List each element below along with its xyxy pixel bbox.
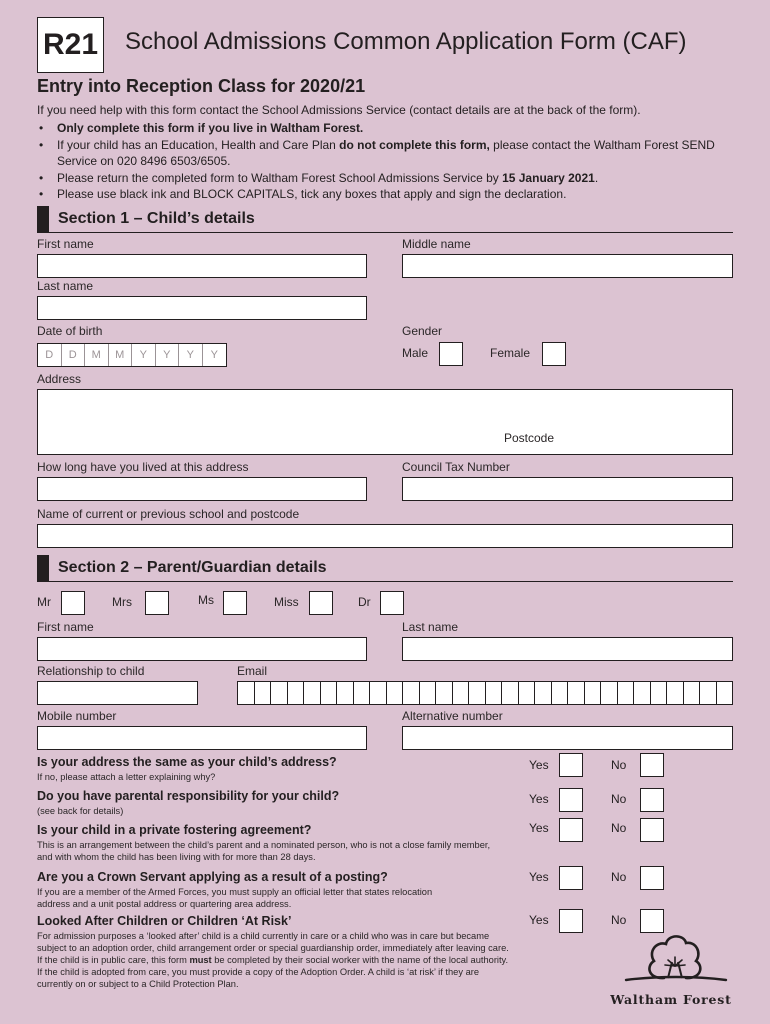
dob-cell[interactable]: Y — [179, 344, 203, 366]
form-subtitle: Entry into Reception Class for 2020/21 — [37, 76, 366, 96]
address-field[interactable] — [37, 389, 733, 455]
instruction-item: • If your child has an Education, Health and Care Plan do not complete this form, please contact the Waltham Forest SEND Service on 020 8496 6503/6505. — [37, 137, 737, 170]
no-label: No — [611, 758, 627, 772]
form-title: School Admissions Common Application Form (CAF) — [125, 28, 687, 55]
question-note: For admission purposes a ‘looked after’ child is a child currently in care or a child who was in care but became subject to an adoption order, child arrangement order or special guardianship order, immediately after leaving care. If the child is in public care, this form must be completed by their social worker with the name of the local authority. If the child is adopted from care, you must provide a copy of the Adoption Order. A child is ‘at risk’ if they are currently on or subject to a Child Protection Plan. — [37, 931, 509, 989]
how-long-label: How long have you lived at this address — [37, 460, 249, 474]
question-note: If you are a member of the Armed Forces, you must supply an official letter that states relocation address and a unit postal address or quartering area address. — [37, 887, 433, 909]
address-same-yes-checkbox[interactable] — [559, 753, 583, 777]
title-mr-checkbox[interactable] — [61, 591, 85, 615]
dob-cell[interactable]: D — [38, 344, 62, 366]
gender-label: Gender — [402, 324, 443, 338]
title-miss-label: Miss — [274, 595, 299, 609]
waltham-forest-logo — [606, 930, 736, 1007]
yes-label: Yes — [529, 913, 549, 927]
dob-cell[interactable]: Y — [210, 349, 218, 361]
mobile-field[interactable] — [37, 726, 367, 750]
male-label: Male — [402, 346, 429, 360]
tree-icon — [606, 930, 736, 985]
council-tax-field[interactable] — [402, 477, 733, 501]
instructions-list — [37, 120, 737, 203]
title-mrs-checkbox[interactable] — [145, 591, 169, 615]
dob-cell[interactable]: Y — [132, 344, 156, 366]
parental-responsibility-yes-checkbox[interactable] — [559, 788, 583, 812]
question-crown-servant: Are you a Crown Servant applying as a result of a posting? — [37, 870, 388, 884]
address-same-no-checkbox[interactable] — [640, 753, 664, 777]
yes-label: Yes — [529, 870, 549, 884]
relationship-field[interactable] — [37, 681, 198, 705]
crown-servant-no-checkbox[interactable] — [640, 866, 664, 890]
parent-last-name-field[interactable] — [402, 637, 733, 661]
title-ms-checkbox[interactable] — [223, 591, 247, 615]
council-tax-label: Council Tax Number — [402, 460, 510, 474]
postcode-label: Postcode — [504, 431, 555, 445]
school-label: Name of current or previous school and postcode — [37, 507, 300, 521]
question-note: If no, please attach a letter explaining why? — [37, 772, 216, 782]
crown-servant-yes-checkbox[interactable] — [559, 866, 583, 890]
title-mrs-label: Mrs — [112, 595, 132, 609]
logo-text: Waltham Forest — [610, 992, 732, 1007]
question-note: (see back for details) — [37, 806, 124, 816]
dob-label: Date of birth — [37, 324, 103, 338]
dob-field[interactable] — [37, 343, 227, 367]
mobile-label: Mobile number — [37, 709, 117, 723]
instruction-item: • Please use black ink and BLOCK CAPITALS, tick any boxes that apply and sign the declaration. — [37, 186, 737, 203]
dob-cell[interactable]: D — [62, 344, 86, 366]
title-miss-checkbox[interactable] — [309, 591, 333, 615]
female-label: Female — [490, 346, 531, 360]
child-first-name-field[interactable] — [37, 254, 367, 278]
email-field[interactable] — [237, 681, 733, 705]
looked-after-yes-checkbox[interactable] — [559, 909, 583, 933]
alt-number-label: Alternative number — [402, 709, 503, 723]
dob-cell[interactable]: Y — [156, 344, 180, 366]
no-label: No — [611, 913, 627, 927]
no-label: No — [611, 792, 627, 806]
child-middle-name-label: Middle name — [402, 237, 471, 251]
instruction-item: • Please return the completed form to Waltham Forest School Admissions Service by 15 January 2021. — [37, 170, 737, 187]
parental-responsibility-no-checkbox[interactable] — [640, 788, 664, 812]
parent-first-name-field[interactable] — [37, 637, 367, 661]
title-mr-label: Mr — [37, 595, 51, 609]
form-code: R21 — [37, 17, 104, 73]
parent-last-name-label: Last name — [402, 620, 459, 634]
question-private-fostering: Is your child in a private fostering agreement? — [37, 823, 312, 837]
title-dr-label: Dr — [358, 595, 371, 609]
question-note: This is an arrangement between the child’s parent and a nominated person, who is not a close family member, and with whom the child has been living with for more than 28 days. — [37, 840, 491, 862]
child-middle-name-field[interactable] — [402, 254, 733, 278]
yes-label: Yes — [529, 758, 549, 772]
school-field[interactable] — [37, 524, 733, 548]
title-ms-label: Ms — [198, 593, 214, 607]
alt-number-field[interactable] — [402, 726, 733, 750]
yes-label: Yes — [529, 821, 549, 835]
child-last-name-label: Last name — [37, 279, 94, 293]
section-1-heading: Section 1 – Child’s details — [37, 206, 733, 233]
instruction-item: • Only complete this form if you live in Waltham Forest. — [37, 120, 737, 137]
no-label: No — [611, 821, 627, 835]
question-parental-responsibility: Do you have parental responsibility for your child? — [37, 789, 340, 803]
child-first-name-label: First name — [37, 237, 94, 251]
parent-first-name-label: First name — [37, 620, 94, 634]
question-address-same: Is your address the same as your child’s address? — [37, 755, 337, 769]
dob-cell[interactable]: M — [109, 344, 133, 366]
no-label: No — [611, 870, 627, 884]
title-dr-checkbox[interactable] — [380, 591, 404, 615]
section-marker — [37, 555, 49, 582]
email-label: Email — [237, 664, 268, 678]
relationship-label: Relationship to child — [37, 664, 145, 678]
address-label: Address — [37, 372, 82, 386]
private-fostering-yes-checkbox[interactable] — [559, 818, 583, 842]
section-marker — [37, 206, 49, 233]
how-long-field[interactable] — [37, 477, 367, 501]
question-looked-after: Looked After Children or Children ‘At Risk’ — [37, 914, 292, 928]
child-last-name-field[interactable] — [37, 296, 367, 320]
private-fostering-no-checkbox[interactable] — [640, 818, 664, 842]
intro-text: If you need help with this form contact the School Admissions Service (contact details are at the back of the form). — [37, 103, 641, 117]
dob-cell[interactable]: M — [85, 344, 109, 366]
male-checkbox[interactable] — [439, 342, 463, 366]
female-checkbox[interactable] — [542, 342, 566, 366]
yes-label: Yes — [529, 792, 549, 806]
section-2-heading: Section 2 – Parent/Guardian details — [37, 555, 733, 582]
